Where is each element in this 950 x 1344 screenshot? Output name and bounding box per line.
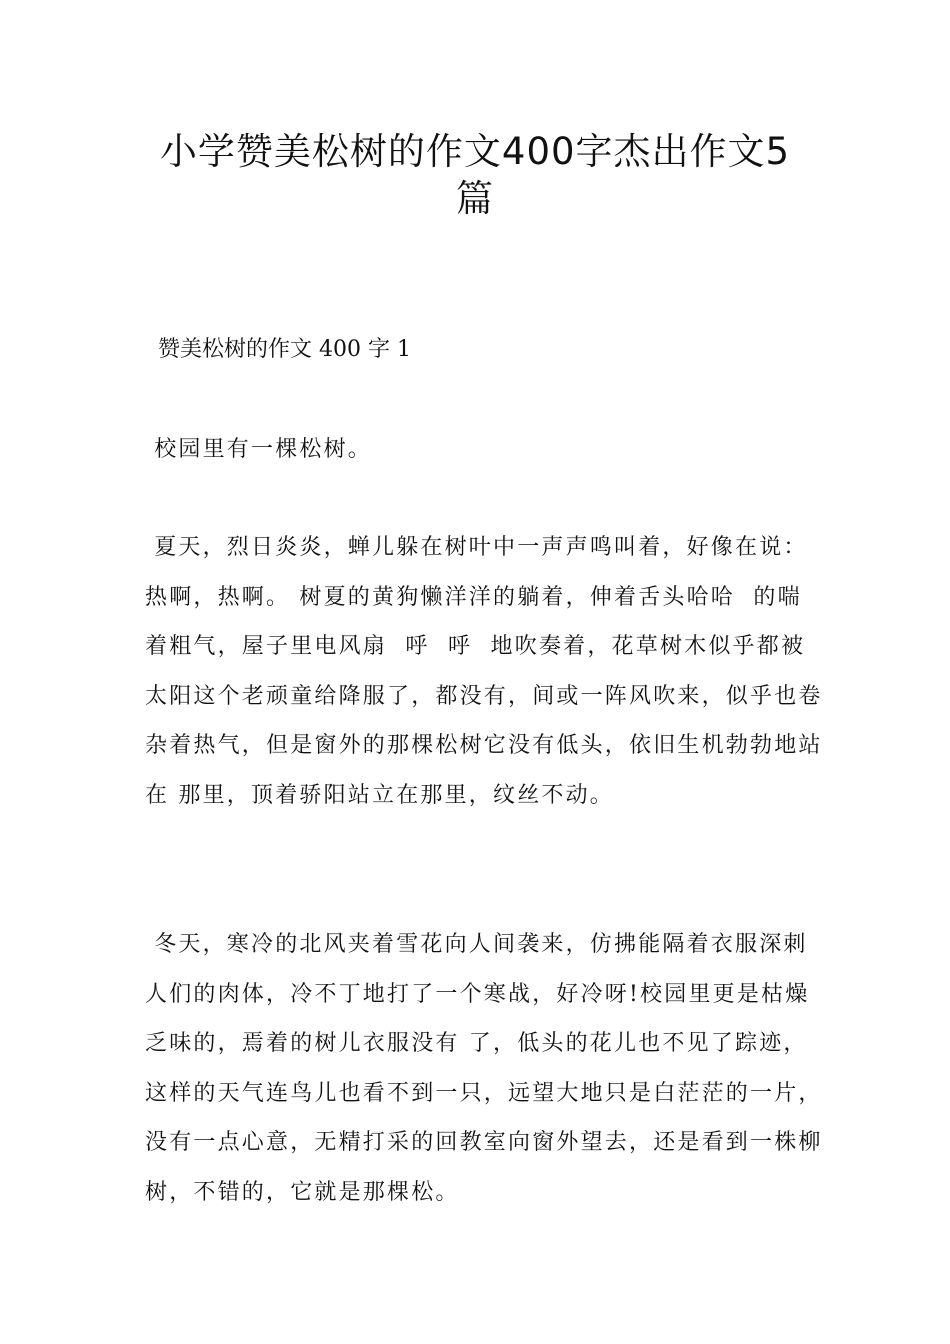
document-title-line-2: 篇 [456, 177, 494, 220]
document-title-line-1: 小学赞美松树的作文400字杰出作文5 [159, 130, 791, 173]
paragraph: 夏天，烈日炎炎，蝉儿躲在树叶中一声声鸣叫着，好像在说： 热啊，热啊。 树夏的黄狗懒洋洋的躺着，伸着舌头哈哈 的喘着粗气，屋子里电风扇 呼 呼 地吹奏着，花草树木似乎都被太阳这个老顽童给降服了，都没有，间或一阵风吹来，似乎也卷杂着热气，但是窗外的那棵松树它没有低头，依旧生机勃勃地站在 那里，顶着骄阳站立在那里，纹丝不动。 [145, 535, 826, 808]
document-title [120, 128, 830, 222]
paragraph: 校园里有一棵松树。 [145, 437, 373, 462]
section-title: 赞美松树的作文 400 字 1 [158, 337, 411, 362]
paragraph: 冬天，寒冷的北风夹着雪花向人间袭来，仿拂能隔着衣服深刺人们的肉体，冷不丁地打了一个寒战，好冷呀!校园里更是枯燥乏味的，焉着的树儿衣服没有 了，低头的花儿也不见了踪迹，这样的天气连鸟儿也看不到一只，远望大地只是白茫茫的一片，没有一点心意，无精打采的回教室向窗外望去，还是看到一株柳 树，不错的，它就是那棵松。 [145, 932, 832, 1205]
